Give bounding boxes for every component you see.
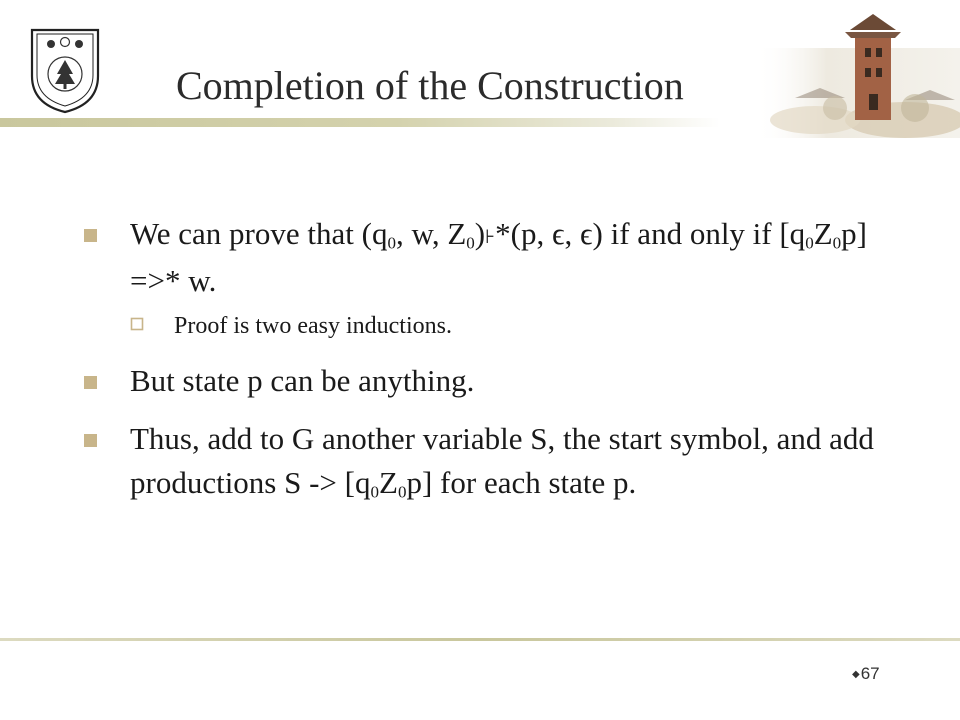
bullet-item	[84, 212, 904, 303]
slide-title: Completion of the Construction	[176, 63, 684, 108]
footer-rule	[0, 638, 960, 641]
square-bullet-icon	[84, 376, 97, 389]
university-seal-logo	[26, 24, 104, 114]
diamond-icon: ◆	[852, 669, 860, 680]
square-bullet-icon	[84, 434, 97, 447]
bullet-text: We can prove that ($q_0$, w, $Z_0)⊦*(p$, ϵ, ϵ) if and only if $[q_0Z_0p]$ =>* w.	[130, 216, 867, 299]
header-tower-image	[755, 8, 960, 138]
sub-bullet-item	[84, 311, 904, 341]
square-bullet-icon	[84, 229, 97, 242]
hollow-square-bullet-icon	[130, 317, 144, 331]
sub-bullet-text: Proof is two easy inductions.	[174, 313, 452, 340]
bullet-item	[84, 359, 904, 403]
bullet-text: But state p can be anything.	[130, 363, 475, 399]
header-rule	[0, 118, 720, 127]
slide-body	[84, 212, 904, 505]
bullet-text: Thus, add to G another variable S, the start symbol, and add productions $S -> [q_0Z_0p]$ for each state p.	[130, 421, 874, 502]
bullet-item	[84, 417, 904, 505]
page-number: ◆67	[852, 664, 880, 683]
